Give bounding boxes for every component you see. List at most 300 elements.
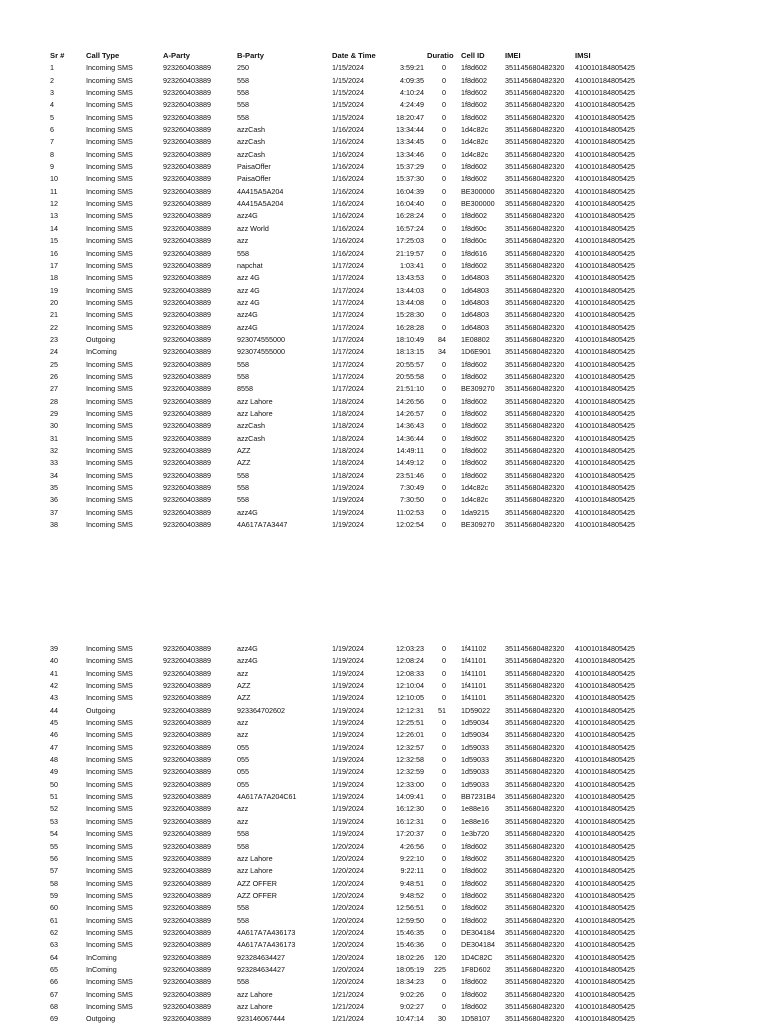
cell-sr: 56 — [50, 853, 58, 863]
cell-a-party: 923260403889 — [163, 705, 211, 715]
cell-duration: 0 — [442, 88, 446, 98]
cell-a-party: 923260403889 — [163, 668, 211, 678]
cell-date: 1/19/2024 — [332, 644, 364, 653]
header-imsi: IMSI — [575, 51, 591, 60]
cell-time: 13:34:46 — [396, 149, 424, 159]
cell-time: 16:12:30 — [396, 804, 424, 814]
cell-cell-id: 1d59034 — [461, 718, 489, 728]
cell-cell-id: BE309270 — [461, 520, 495, 530]
cell-a-party: 923260403889 — [163, 866, 211, 876]
header-duration: Duratio — [427, 51, 454, 60]
cell-call-type: Incoming SMS — [86, 75, 133, 85]
cell-date: 1/17/2024 — [332, 297, 364, 307]
cell-call-type: Incoming SMS — [86, 248, 133, 258]
cell-date: 1/17/2024 — [332, 359, 364, 369]
cell-cell-id: 1f8d602 — [461, 853, 487, 863]
cell-b-party: azz Lahore — [237, 989, 273, 999]
cell-time: 12:32:57 — [396, 742, 424, 752]
header-cell-id: Cell ID — [461, 51, 485, 60]
cell-date: 1/16/2024 — [332, 174, 364, 184]
cell-date: 1/16/2024 — [332, 199, 364, 209]
cell-b-party: 558 — [237, 903, 249, 913]
cell-cell-id: 1f8d602 — [461, 421, 487, 431]
cell-cell-id: 1f8d602 — [461, 371, 487, 381]
cell-duration: 0 — [442, 186, 446, 196]
table-row — [0, 420, 768, 432]
cell-time: 12:08:24 — [396, 656, 424, 666]
cell-call-type: InComing — [86, 952, 117, 962]
table-row — [0, 865, 768, 877]
cell-time: 4:10:24 — [400, 88, 424, 98]
cell-b-party: azz Lahore — [237, 396, 273, 406]
cell-sr: 67 — [50, 989, 58, 999]
cell-imei: 351145680482320 — [505, 384, 565, 394]
cell-date: 1/20/2024 — [332, 940, 364, 950]
table-row — [0, 210, 768, 222]
cell-cell-id: DE304184 — [461, 940, 495, 950]
cell-duration: 120 — [434, 952, 446, 962]
cell-date: 1/16/2024 — [332, 137, 364, 147]
cell-cell-id: 1f8d602 — [461, 866, 487, 876]
cell-imsi: 410010184805425 — [575, 779, 635, 789]
cell-a-party: 923260403889 — [163, 681, 211, 691]
cell-sr: 25 — [50, 359, 58, 369]
cell-cell-id: 1d4c82c — [461, 483, 489, 493]
cell-cell-id: 1E08802 — [461, 334, 490, 344]
cell-imsi: 410010184805425 — [575, 940, 635, 950]
cell-a-party: 923260403889 — [163, 125, 211, 135]
cell-call-type: Incoming SMS — [86, 520, 133, 530]
cell-sr: 24 — [50, 347, 58, 357]
cell-cell-id: 1d59033 — [461, 779, 489, 789]
cell-call-type: Incoming SMS — [86, 829, 133, 839]
cell-a-party: 923260403889 — [163, 371, 211, 381]
cell-sr: 52 — [50, 804, 58, 814]
table-row — [0, 717, 768, 729]
cell-imei: 351145680482320 — [505, 359, 565, 369]
cell-imsi: 410010184805425 — [575, 421, 635, 431]
cell-duration: 0 — [442, 767, 446, 777]
cell-call-type: Incoming SMS — [86, 755, 133, 765]
cell-call-type: Incoming SMS — [86, 211, 133, 221]
cell-date: 1/20/2024 — [332, 841, 364, 851]
table-row — [0, 173, 768, 185]
cell-cell-id: 1f41101 — [461, 681, 487, 691]
cell-time: 14:36:43 — [396, 421, 424, 431]
table-body — [0, 62, 768, 531]
cell-time: 4:26:56 — [400, 841, 424, 851]
cell-date: 1/19/2024 — [332, 693, 364, 703]
cell-time: 17:25:03 — [396, 236, 424, 246]
cell-imei: 351145680482320 — [505, 829, 565, 839]
cell-a-party: 923260403889 — [163, 927, 211, 937]
table-row — [0, 371, 768, 383]
cell-imsi: 410010184805425 — [575, 495, 635, 505]
cell-sr: 45 — [50, 718, 58, 728]
cell-date: 1/17/2024 — [332, 310, 364, 320]
table-row — [0, 976, 768, 988]
cell-a-party: 923260403889 — [163, 952, 211, 962]
cell-b-party: 4A617A7A3447 — [237, 520, 288, 530]
cell-sr: 28 — [50, 396, 58, 406]
cell-imei: 351145680482320 — [505, 507, 565, 517]
cell-date: 1/20/2024 — [332, 915, 364, 925]
cell-cell-id: 1f8d602 — [461, 989, 487, 999]
cell-b-party: AZZ — [237, 446, 251, 455]
cell-call-type: InComing — [86, 347, 117, 357]
cell-call-type: Incoming SMS — [86, 88, 133, 98]
cell-imei: 351145680482320 — [505, 878, 565, 888]
cell-duration: 0 — [442, 940, 446, 950]
cell-call-type: Incoming SMS — [86, 396, 133, 406]
cell-call-type: Incoming SMS — [86, 433, 133, 443]
cell-imei: 351145680482320 — [505, 63, 565, 73]
cell-time: 18:05:19 — [396, 964, 424, 974]
cell-b-party: 923284634427 — [237, 964, 285, 974]
cell-cell-id: 1d64803 — [461, 322, 489, 332]
cell-duration: 0 — [442, 149, 446, 159]
cell-cell-id: 1f8d602 — [461, 903, 487, 913]
cell-imsi: 410010184805425 — [575, 816, 635, 826]
cell-date: 1/18/2024 — [332, 408, 364, 418]
cell-sr: 68 — [50, 1001, 58, 1011]
cell-duration: 0 — [442, 458, 446, 468]
cell-b-party: azz World — [237, 223, 269, 233]
cell-a-party: 923260403889 — [163, 223, 211, 233]
cell-duration: 0 — [442, 273, 446, 283]
cell-a-party: 923260403889 — [163, 248, 211, 258]
cell-imei: 351145680482320 — [505, 334, 565, 344]
cell-date: 1/18/2024 — [332, 458, 364, 468]
cell-duration: 0 — [442, 730, 446, 740]
cell-cell-id: 1f8d602 — [461, 88, 487, 98]
cell-b-party: azz4G — [237, 644, 258, 653]
cell-a-party: 923260403889 — [163, 1001, 211, 1011]
table-row — [0, 99, 768, 111]
cell-sr: 64 — [50, 952, 58, 962]
cell-imsi: 410010184805425 — [575, 285, 635, 295]
cell-cell-id: 1D4C82C — [461, 952, 493, 962]
cell-imsi: 410010184805425 — [575, 718, 635, 728]
cell-duration: 0 — [442, 792, 446, 802]
cell-imei: 351145680482320 — [505, 1014, 565, 1024]
cell-imsi: 410010184805425 — [575, 792, 635, 802]
cell-imei: 351145680482320 — [505, 446, 565, 455]
cell-sr: 29 — [50, 408, 58, 418]
cell-imsi: 410010184805425 — [575, 248, 635, 258]
cell-date: 1/17/2024 — [332, 285, 364, 295]
cell-sr: 16 — [50, 248, 58, 258]
cell-imsi: 410010184805425 — [575, 334, 635, 344]
table-row — [0, 396, 768, 408]
cell-time: 14:49:11 — [396, 446, 424, 455]
cell-sr: 51 — [50, 792, 58, 802]
cell-call-type: Incoming SMS — [86, 458, 133, 468]
cell-imsi: 410010184805425 — [575, 223, 635, 233]
cell-duration: 0 — [442, 236, 446, 246]
cell-imsi: 410010184805425 — [575, 520, 635, 530]
table-row — [0, 75, 768, 87]
cell-imsi: 410010184805425 — [575, 236, 635, 246]
cell-duration: 0 — [442, 408, 446, 418]
cell-time: 1:03:41 — [400, 260, 424, 270]
cell-time: 12:08:33 — [396, 668, 424, 678]
cell-cell-id: 1D59022 — [461, 705, 491, 715]
cell-time: 13:34:44 — [396, 125, 424, 135]
cell-imsi: 410010184805425 — [575, 964, 635, 974]
cell-a-party: 923260403889 — [163, 359, 211, 369]
cell-date: 1/20/2024 — [332, 952, 364, 962]
cell-a-party: 923260403889 — [163, 408, 211, 418]
table-row — [0, 457, 768, 469]
cell-imei: 351145680482320 — [505, 644, 565, 653]
cell-date: 1/19/2024 — [332, 681, 364, 691]
cell-cell-id: 1d4c82c — [461, 137, 489, 147]
cell-sr: 10 — [50, 174, 58, 184]
cell-imei: 351145680482320 — [505, 779, 565, 789]
cell-duration: 0 — [442, 656, 446, 666]
cell-duration: 0 — [442, 396, 446, 406]
table-row — [0, 902, 768, 914]
table-header — [0, 50, 768, 62]
cell-a-party: 923260403889 — [163, 470, 211, 480]
cell-date: 1/17/2024 — [332, 260, 364, 270]
cell-a-party: 923260403889 — [163, 446, 211, 455]
cell-date: 1/18/2024 — [332, 396, 364, 406]
cell-imsi: 410010184805425 — [575, 297, 635, 307]
cell-cell-id: 1f8d602 — [461, 408, 487, 418]
cell-duration: 0 — [442, 520, 446, 530]
cell-date: 1/20/2024 — [332, 903, 364, 913]
cell-date: 1/17/2024 — [332, 347, 364, 357]
cell-call-type: Incoming SMS — [86, 730, 133, 740]
cell-call-type: Incoming SMS — [86, 495, 133, 505]
cell-b-party: azz Lahore — [237, 853, 273, 863]
cell-time: 21:51:10 — [396, 384, 424, 394]
cell-duration: 0 — [442, 668, 446, 678]
cell-imsi: 410010184805425 — [575, 952, 635, 962]
cell-date: 1/16/2024 — [332, 223, 364, 233]
cell-call-type: Incoming SMS — [86, 408, 133, 418]
cell-call-type: InComing — [86, 964, 117, 974]
cell-imsi: 410010184805425 — [575, 458, 635, 468]
cell-imei: 351145680482320 — [505, 668, 565, 678]
cell-imei: 351145680482320 — [505, 174, 565, 184]
table-row — [0, 322, 768, 334]
header-imei: IMEI — [505, 51, 521, 60]
cell-duration: 0 — [442, 63, 446, 73]
cell-duration: 30 — [438, 1014, 446, 1024]
cell-b-party: azz4G — [237, 211, 258, 221]
cell-a-party: 923260403889 — [163, 1014, 211, 1024]
cell-cell-id: 1f8d602 — [461, 359, 487, 369]
cell-a-party: 923260403889 — [163, 347, 211, 357]
cell-duration: 0 — [442, 248, 446, 258]
cell-sr: 46 — [50, 730, 58, 740]
cell-b-party: azz Lahore — [237, 866, 273, 876]
cell-a-party: 923260403889 — [163, 804, 211, 814]
table-row — [0, 359, 768, 371]
cell-duration: 84 — [438, 334, 446, 344]
cell-imsi: 410010184805425 — [575, 260, 635, 270]
cell-a-party: 923260403889 — [163, 211, 211, 221]
cell-sr: 66 — [50, 977, 58, 987]
cell-call-type: Incoming SMS — [86, 446, 133, 455]
cell-cell-id: 1d59033 — [461, 767, 489, 777]
cell-b-party: azz 4G — [237, 297, 260, 307]
cell-b-party: azz — [237, 816, 249, 826]
cell-a-party: 923260403889 — [163, 63, 211, 73]
cell-time: 12:32:58 — [396, 755, 424, 765]
cell-imsi: 410010184805425 — [575, 384, 635, 394]
cell-b-party: 923364702602 — [237, 705, 285, 715]
cell-call-type: Incoming SMS — [86, 384, 133, 394]
cell-imsi: 410010184805425 — [575, 100, 635, 110]
table-body — [0, 643, 768, 1026]
cell-imei: 351145680482320 — [505, 125, 565, 135]
cell-sr: 41 — [50, 668, 58, 678]
table-row — [0, 766, 768, 778]
cell-b-party: AZZ — [237, 693, 251, 703]
cell-a-party: 923260403889 — [163, 137, 211, 147]
cell-b-party: azz4G — [237, 322, 258, 332]
cell-imei: 351145680482320 — [505, 162, 565, 172]
cell-b-party: 558 — [237, 841, 249, 851]
cell-time: 12:32:59 — [396, 767, 424, 777]
cell-cell-id: 1f8d602 — [461, 446, 487, 455]
cell-a-party: 923260403889 — [163, 162, 211, 172]
cell-sr: 8 — [50, 149, 54, 159]
cell-cell-id: 1e3b720 — [461, 829, 489, 839]
cell-cell-id: 1d64803 — [461, 297, 489, 307]
cell-time: 14:26:57 — [396, 408, 424, 418]
cdr-table-page-2 — [0, 643, 768, 1026]
cell-date: 1/19/2024 — [332, 804, 364, 814]
cell-date: 1/15/2024 — [332, 112, 364, 122]
cell-duration: 0 — [442, 359, 446, 369]
cell-cell-id: 1f8d602 — [461, 396, 487, 406]
cell-date: 1/16/2024 — [332, 162, 364, 172]
cell-date: 1/16/2024 — [332, 186, 364, 196]
cell-cell-id: 1D6E901 — [461, 347, 491, 357]
cell-time: 20:55:57 — [396, 359, 424, 369]
cell-imei: 351145680482320 — [505, 816, 565, 826]
cell-time: 14:49:12 — [396, 458, 424, 468]
cell-time: 9:02:27 — [400, 1001, 424, 1011]
cell-call-type: Incoming SMS — [86, 310, 133, 320]
cell-cell-id: 1f8d602 — [461, 1001, 487, 1011]
cell-duration: 0 — [442, 903, 446, 913]
cell-a-party: 923260403889 — [163, 112, 211, 122]
cell-date: 1/19/2024 — [332, 779, 364, 789]
table-row — [0, 803, 768, 815]
cell-b-party: azz Lahore — [237, 1001, 273, 1011]
cell-date: 1/19/2024 — [332, 483, 364, 493]
cell-duration: 0 — [442, 223, 446, 233]
cell-duration: 0 — [442, 878, 446, 888]
table-row — [0, 878, 768, 890]
cell-b-party: 4A415A5A204 — [237, 186, 284, 196]
cell-b-party: PaisaOffer — [237, 162, 271, 172]
cell-b-party: azz — [237, 718, 249, 728]
cell-imsi: 410010184805425 — [575, 199, 635, 209]
cell-sr: 54 — [50, 829, 58, 839]
cell-sr: 14 — [50, 223, 58, 233]
cell-a-party: 923260403889 — [163, 940, 211, 950]
cell-time: 7:30:49 — [400, 483, 424, 493]
cell-date: 1/19/2024 — [332, 767, 364, 777]
cell-time: 18:20:47 — [396, 112, 424, 122]
cell-time: 14:36:44 — [396, 433, 424, 443]
cell-date: 1/19/2024 — [332, 792, 364, 802]
cell-sr: 42 — [50, 681, 58, 691]
table-row — [0, 482, 768, 494]
cell-b-party: 558 — [237, 483, 249, 493]
cell-sr: 33 — [50, 458, 58, 468]
cell-imei: 351145680482320 — [505, 396, 565, 406]
table-row — [0, 692, 768, 704]
cell-a-party: 923260403889 — [163, 75, 211, 85]
cell-time: 9:02:26 — [400, 989, 424, 999]
cell-date: 1/20/2024 — [332, 866, 364, 876]
cell-sr: 43 — [50, 693, 58, 703]
cell-call-type: Incoming SMS — [86, 742, 133, 752]
cell-date: 1/20/2024 — [332, 927, 364, 937]
cell-imsi: 410010184805425 — [575, 1001, 635, 1011]
cell-sr: 47 — [50, 742, 58, 752]
cell-duration: 0 — [442, 162, 446, 172]
cell-imei: 351145680482320 — [505, 767, 565, 777]
cell-time: 12:10:05 — [396, 693, 424, 703]
cell-cell-id: 1f8d602 — [461, 470, 487, 480]
cell-b-party: AZZ — [237, 458, 251, 468]
cell-b-party: 923146067444 — [237, 1014, 285, 1024]
table-row — [0, 87, 768, 99]
cell-sr: 58 — [50, 878, 58, 888]
cell-imei: 351145680482320 — [505, 841, 565, 851]
cell-date: 1/19/2024 — [332, 742, 364, 752]
cell-imei: 351145680482320 — [505, 285, 565, 295]
cell-call-type: Incoming SMS — [86, 718, 133, 728]
cell-b-party: 923074555000 — [237, 334, 285, 344]
cell-imei: 351145680482320 — [505, 890, 565, 900]
cell-sr: 18 — [50, 273, 58, 283]
cell-imsi: 410010184805425 — [575, 186, 635, 196]
cell-b-party: PaisaOffer — [237, 174, 271, 184]
table-row — [0, 223, 768, 235]
table-row — [0, 285, 768, 297]
cell-imei: 351145680482320 — [505, 792, 565, 802]
cell-b-party: 558 — [237, 977, 249, 987]
cell-duration: 225 — [434, 964, 446, 974]
cell-imsi: 410010184805425 — [575, 927, 635, 937]
table-row — [0, 643, 768, 655]
cell-duration: 0 — [442, 310, 446, 320]
cell-date: 1/18/2024 — [332, 421, 364, 431]
cell-call-type: Outgoing — [86, 1014, 116, 1024]
cell-sr: 61 — [50, 915, 58, 925]
cell-cell-id: 1f8d602 — [461, 977, 487, 987]
cell-cell-id: 1f8d602 — [461, 100, 487, 110]
cell-a-party: 923260403889 — [163, 297, 211, 307]
cell-duration: 0 — [442, 829, 446, 839]
cell-imsi: 410010184805425 — [575, 470, 635, 480]
cell-imei: 351145680482320 — [505, 495, 565, 505]
cell-a-party: 923260403889 — [163, 236, 211, 246]
cell-sr: 34 — [50, 470, 58, 480]
cell-b-party: azz — [237, 730, 249, 740]
cell-imei: 351145680482320 — [505, 964, 565, 974]
